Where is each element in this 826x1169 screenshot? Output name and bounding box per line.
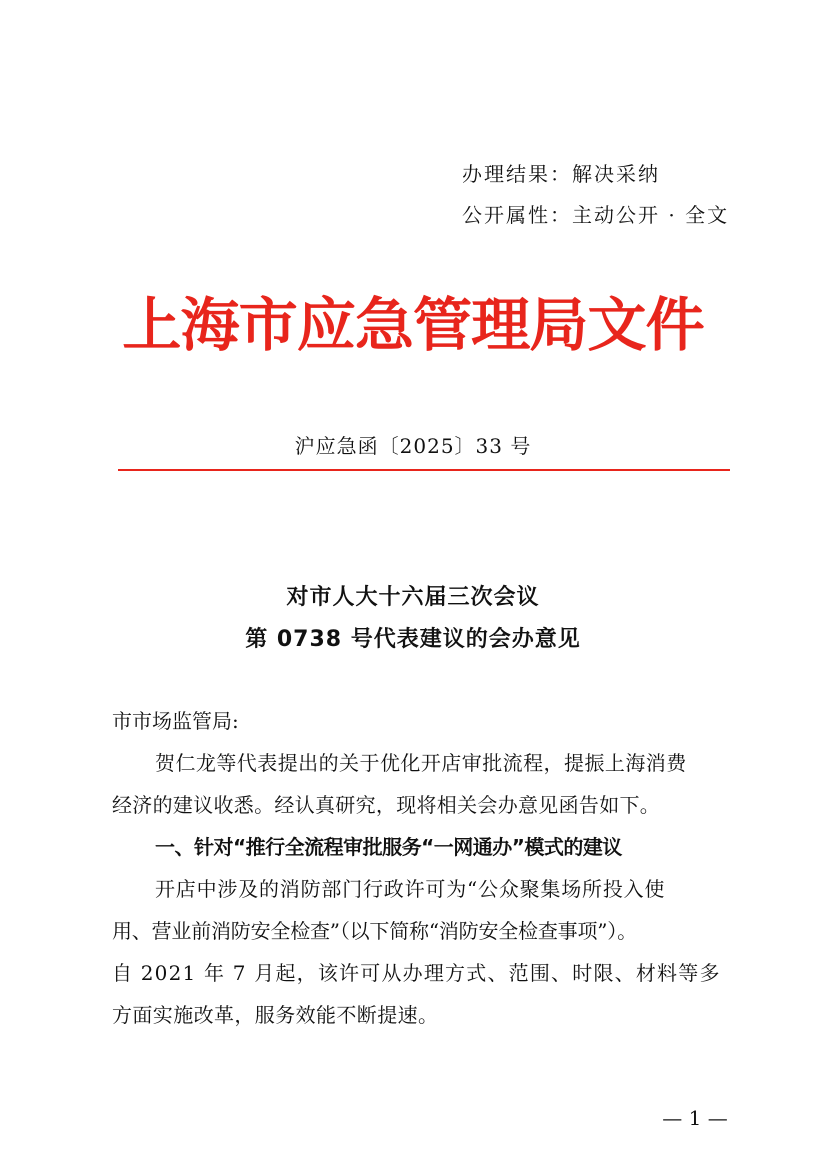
paragraph-2-line-4: 方面实施改革，服务效能不断提速。 (112, 1003, 439, 1027)
paragraph-2-line-1: 开店中涉及的消防部门行政许可为“公众聚集场所投入使 (155, 877, 666, 901)
section-heading-1: 一、针对“推行全流程审批服务“一网通办”模式的建议 (155, 835, 622, 859)
paragraph-1-line-2: 经济的建议收悉。经认真研究，现将相关会办意见函告如下。 (112, 793, 661, 817)
red-divider (118, 469, 730, 471)
document-number: 沪应急函〔2025〕33 号 (294, 434, 532, 458)
document-title-line-1: 对市人大十六届三次会议 (286, 585, 540, 610)
document-masthead: 上海市应急管理局文件 (122, 291, 704, 359)
paragraph-2-line-2: 用、营业前消防安全检查”（以下简称“消防安全检查事项”）。 (112, 919, 637, 943)
paragraph-2-line-3: 自 2021 年 7 月起，该许可从办理方式、范围、时限、材料等多 (112, 961, 721, 985)
handling-result: 办理结果：解决采纳 (462, 162, 660, 186)
disclosure-attribute: 公开属性：主动公开 · 全文 (462, 203, 730, 227)
document-title-line-2: 第 0738 号代表建议的会办意见 (245, 627, 581, 652)
page-number: — 1 — (662, 1106, 728, 1130)
paragraph-1-line-1: 贺仁龙等代表提出的关于优化开店审批流程，提振上海消费 (155, 751, 687, 775)
addressee: 市市场监管局: (112, 709, 239, 733)
